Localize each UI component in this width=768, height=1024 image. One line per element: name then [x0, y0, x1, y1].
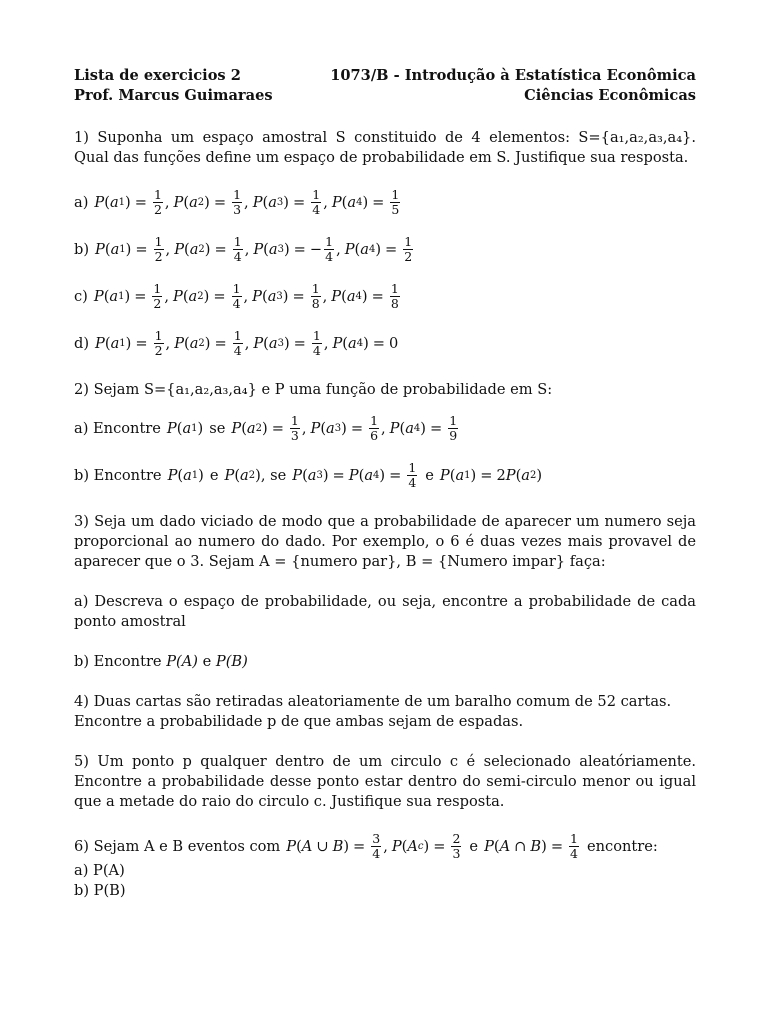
question-1-option-c: c) P ( a 1 ) = $\frac{1}{2}$ , P ( a 2 ) = $\frac{1}{4}$ , P ( a 3 ) = $\frac{1}{8}$ , P ( a 4 ) = $\frac{1}{8}$	[74, 281, 399, 311]
question-3-text: 3) Seja um dado viciado de modo que a probabilidade de aparecer um numero seja proporcional ao numero do dado. Por exemplo, o 6 é duas vezes mais provavel de aparecer que o 3. Sejam A = {numero par}, B = {Numero impar} faça:	[74, 513, 696, 570]
question-3-item-a: a) Descreva o espaço de probabilidade, ou seja, encontre a probabilidade de cada ponto amostral	[74, 593, 696, 630]
question-4-line-2: Encontre a probabilidade p de que ambas sejam de espadas.	[74, 713, 524, 730]
course-title: 1073/B - Introdução à Estatística Econômica	[330, 67, 696, 84]
question-1-option-d: d) P ( a 1 ) = $\frac{1}{2}$ , P ( a 2 ) = $\frac{1}{4}$ , P ( a 3 ) = $\frac{1}{4}$ , P ( a 4 ) = 0	[74, 328, 399, 358]
header-row-2	[74, 86, 696, 106]
question-2-item-a: a) Encontre P ( a 1 ) se P ( a 2 ) = $\frac{1}{3}$ , P ( a 3 ) = $\frac{1}{6}$ , P ( a 4 ) = $\frac{1}{9}$	[74, 413, 458, 443]
question-3-item-b: b) Encontre P(A) e P(B)	[74, 653, 248, 670]
question-1-option-b: b) P ( a 1 ) = $\frac{1}{2}$ , P ( a 2 ) = $\frac{1}{4}$ , P ( a 3 ) = − $\frac{1}{4}$ , P ( a 4 ) = $\frac{1}{2}$	[74, 234, 413, 264]
professor-name: Prof. Marcus Guimaraes	[74, 87, 273, 104]
question-4-line-1: 4) Duas cartas são retiradas aleatoriamente de um baralho comum de 52 cartas.	[74, 693, 672, 710]
list-title: Lista de exercicios 2	[74, 67, 241, 84]
question-1-text: 1) Suponha um espaço amostral S constituido de 4 elementos: S={a₁,a₂,a₃,a₄}. Qual das funções define um espaço de probabilidade em S. Justifique sua resposta.	[74, 129, 696, 166]
header-row-1	[74, 66, 696, 86]
question-5-text: 5) Um ponto p qualquer dentro de um circulo c é selecionado aleatóriamente. Encontre a probabilidade desse ponto estar dentro do semi-circulo menor ou igual que a metade do raio do circulo c. Justifique sua resposta.	[74, 753, 696, 810]
question-1-option-a: a) P ( a 1 ) = $\frac{1}{2}$ , P ( a 2 ) = $\frac{1}{3}$ , P ( a 3 ) = $\frac{1}{4}$ , P ( a 4 ) = $\frac{1}{5}$	[74, 187, 400, 217]
question-6-text: 6) Sejam A e B eventos com P ( A ∪ B ) = $\frac{3}{4}$ , P ( A c ) = $\frac{2}{3}$ e P ( A ∩ B ) = $\frac{1}{4}$ encontre:	[74, 831, 658, 861]
question-6-item-a: a) P(A)	[74, 862, 125, 879]
exercise-sheet	[74, 66, 696, 901]
question-2-item-b: b) Encontre P ( a 1 ) e P ( a 2 ) , se P ( a 3 ) = P ( a 4 ) = $\frac{1}{4}$ e P ( a 1 ) = 2 P ( a 2 )	[74, 460, 543, 490]
question-2-text: 2) Sejam S={a₁,a₂,a₃,a₄} e P uma função de probabilidade em S:	[74, 381, 553, 398]
question-6-item-b: b) P(B)	[74, 882, 126, 899]
department-name: Ciências Econômicas	[524, 87, 696, 104]
